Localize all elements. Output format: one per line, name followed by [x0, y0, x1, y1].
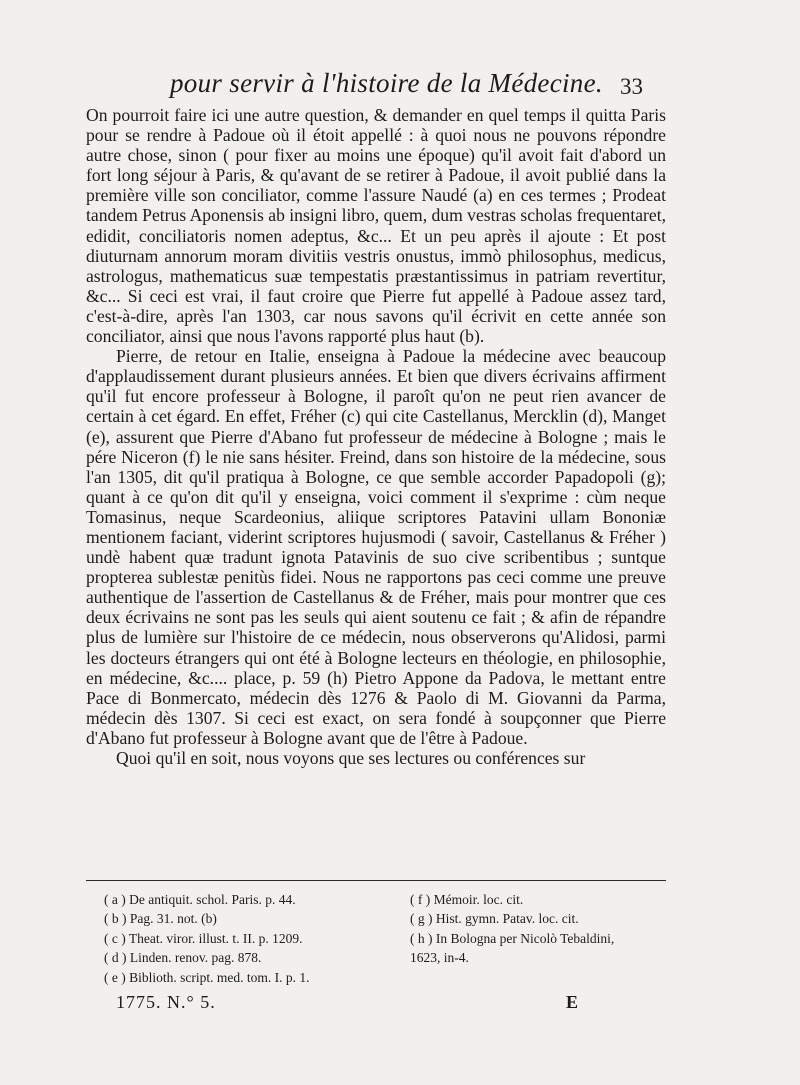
footnote-h: ( h ) In Bologna per Nicolò Tebaldini,	[410, 930, 615, 946]
footnote-c: ( c ) Theat. viror. illust. t. II. p. 1209.	[104, 930, 303, 946]
body-text	[86, 105, 666, 768]
footnotes-left	[104, 890, 404, 987]
footnote-g: ( g ) Hist. gymn. Patav. loc. cit.	[410, 911, 579, 927]
footnote-e: ( e ) Biblioth. script. med. tom. I. p. 1.	[104, 969, 310, 985]
issue-imprint: 1775. N.° 5.	[116, 992, 216, 1012]
footnote-a: ( a ) De antiquit. schol. Paris. p. 44.	[104, 892, 296, 907]
paragraph-2: Pierre, de retour en Italie, enseigna à Padoue la médecine avec beaucoup d'applaudissement durant plusieurs années. Et bien que divers écrivains affirment qu'il fut encore professeur à Bologne, il paroît qu'on ne peut rien avancer de certain à cet égard. En effet, Fréher (c) qui cite Castellanus, Mercklin (d), Manget (e), assurent que Pierre d'Abano fut professeur de médecine à Bologne ; mais le pére Niceron (f) le nie sans hésiter. Freind, dans son histoire de la médecine, sous l'an 1305, dit qu'il pratiqua à Bologne, ce que semble accorder Papadopoli (g); quant à ce qu'on dit qu'il y enseigna, voici comment il s'exprime : cùm neque Tomasinus, neque Scardeonius, aliique scriptores Patavini ullam Bononiæ mentionem faciant, viderint scriptores hujusmodi ( savoir, Castellanus & Fréher ) undè habent quæ tradunt ignota Patavinis de suo cive scribentibus ; suntque propterea sublestæ penitùs fidei. Nous ne rapportons pas ceci comme une preuve authentique de l'assertion de Castellanus & de Fréher, mais pour montrer que ces deux écrivains ne sont pas les seuls qui aient soutenu ce fait ; & afin de répandre plus de lumière sur l'histoire de ce médecin, nous observerons qu'Alidosi, parmi les docteurs étrangers qui ont été à Bologne lecteurs en théologie, en philosophie, en médecine, &c.... place, p. 59 (h) Pietro Appone da Padova, le mettant entre Pace di Bonmercato, médecin dès 1276 & Paolo di M. Giovanni da Parma, médecin dès 1307. Si ceci est exact, on sera fondé à soupçonner que Pierre d'Abano fut professeur à Bologne avant que de l'être à Padoue.	[86, 346, 666, 748]
paragraph-3: Quoi qu'il en soit, nous voyons que ses lectures ou conférences sur	[116, 748, 586, 768]
footnote-b: ( b ) Pag. 31. not. (b)	[104, 911, 217, 927]
footnote-f: ( f ) Mémoir. loc. cit.	[410, 892, 524, 907]
signature-mark: E	[566, 992, 579, 1012]
running-head	[0, 64, 800, 104]
running-title: pour servir à l'histoire de la Médecine.	[170, 68, 603, 98]
footnote-h-continued: 1623, in-4.	[410, 950, 469, 966]
paragraph-1: On pourroit faire ici une autre question, & demander en quel temps il quitta Paris pour se rendre à Padoue où il étoit appellé : à quoi nous ne pouvons répondre autre chose, sinon ( pour fixer au moins une époque) qu'il avoit fait d'abord un fort long séjour à Paris, & qu'avant de se retirer à Padoue, il avoit publié dans la première ville son conciliator, comme l'assure Naudé (a) en ces termes ; Prodeat tandem Petrus Aponensis ab insigni libro, quem, dum vestras scholas frequentaret, edidit, conciliatoris nomen adeptus, &c... Et un peu après il ajoute : Et post diuturnam annorum moram divitiis vestris onustus, immò philosophus, medicus, astrologus, mathematicus suæ tempestatis præstantissimus in patriam revertitur, &c... Si ceci est vrai, il faut croire que Pierre fut appellé à Padoue assez tard, c'est-à-dire, après l'an 1303, car nous savons qu'il écrivit en cette année son conciliator, ainsi que nous l'avons rapporté plus haut (b).	[86, 105, 666, 347]
page-number: 33	[620, 74, 643, 99]
footnote-d: ( d ) Linden. renov. pag. 878.	[104, 950, 262, 966]
footnotes-right	[410, 890, 680, 968]
footnote-rule	[86, 880, 666, 881]
